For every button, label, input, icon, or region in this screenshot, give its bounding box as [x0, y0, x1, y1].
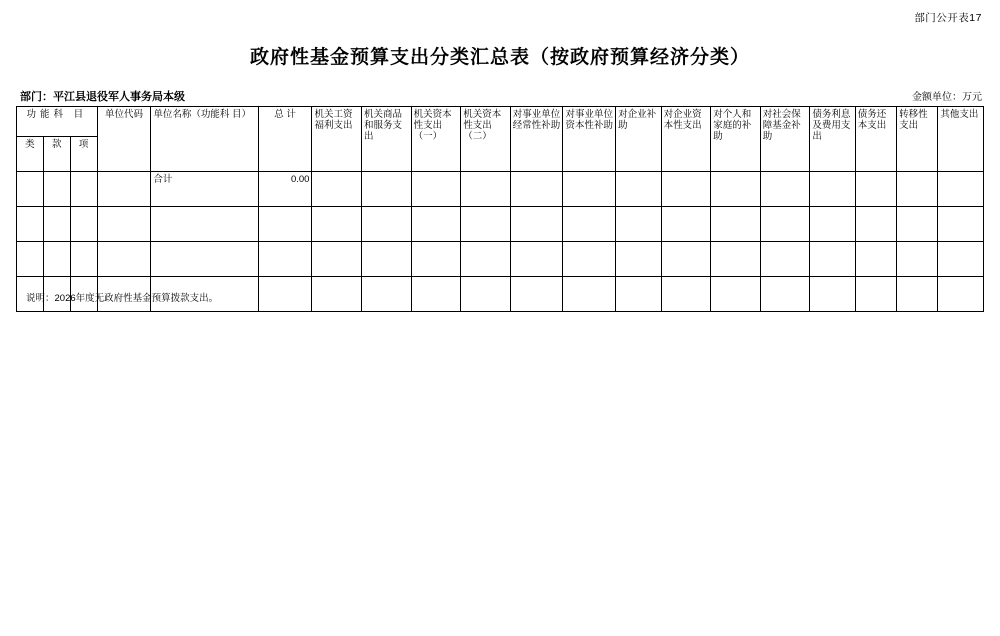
cell-col-10: [810, 242, 855, 277]
cell-col-12: [897, 172, 938, 207]
cell-col-5: [563, 172, 616, 207]
department-name: 平江县退役军人事务局本级: [53, 91, 185, 103]
cell-kuan: [43, 207, 70, 242]
cell-unit-name: 合计: [151, 172, 258, 207]
cell-unit-code: [97, 172, 151, 207]
cell-col-0: [312, 277, 362, 312]
cell-col-6: [616, 277, 661, 312]
header-lei: 类: [17, 137, 44, 172]
cell-col-10: [810, 172, 855, 207]
header-col-1: 机关商品和服务支出: [362, 107, 412, 172]
cell-col-7: [661, 242, 711, 277]
header-unit-name: 单位名称（功能科 目）: [151, 107, 258, 172]
cell-unit-name: [151, 207, 258, 242]
cell-lei: [17, 242, 44, 277]
cell-xiang: [70, 242, 97, 277]
cell-lei: [17, 207, 44, 242]
cell-kuan: [43, 242, 70, 277]
table-row: [17, 172, 984, 207]
cell-col-7: [661, 172, 711, 207]
cell-xiang: [70, 207, 97, 242]
header-col-6: 对企业补助: [616, 107, 661, 172]
cell-col-5: [563, 277, 616, 312]
cell-col-3: [461, 172, 511, 207]
page-label: 部门公开表17: [914, 12, 982, 24]
table-row: [17, 207, 984, 242]
cell-col-12: [897, 242, 938, 277]
cell-col-10: [810, 207, 855, 242]
cell-col-10: [810, 277, 855, 312]
cell-col-3: [461, 207, 511, 242]
header-xiang: 项: [70, 137, 97, 172]
cell-col-8: [711, 277, 761, 312]
cell-kuan: [43, 172, 70, 207]
cell-col-1: [362, 277, 412, 312]
cell-col-11: [855, 242, 896, 277]
cell-col-4: [510, 172, 563, 207]
cell-total: [258, 242, 312, 277]
cell-col-1: [362, 172, 412, 207]
cell-col-0: [312, 207, 362, 242]
cell-col-5: [563, 207, 616, 242]
cell-total: 0.00: [258, 172, 312, 207]
cell-col-6: [616, 207, 661, 242]
header-col-11: 债务还本支出: [855, 107, 896, 172]
header-kuan: 款: [43, 137, 70, 172]
page-title: 政府性基金预算支出分类汇总表（按政府预算经济分类）: [249, 47, 750, 68]
cell-col-6: [616, 242, 661, 277]
cell-col-12: [897, 207, 938, 242]
cell-col-9: [760, 207, 810, 242]
header-col-8: 对个人和家庭的补助: [711, 107, 761, 172]
header-col-2: 机关资本性支出（一）: [411, 107, 461, 172]
budget-table: [16, 106, 984, 312]
cell-col-2: [411, 172, 461, 207]
cell-col-8: [711, 172, 761, 207]
cell-col-9: [760, 172, 810, 207]
header-col-13: 其他支出: [938, 107, 984, 172]
header-col-4: 对事业单位经常性补助: [510, 107, 563, 172]
cell-col-8: [711, 207, 761, 242]
department-line: [20, 88, 185, 104]
cell-col-13: [938, 277, 984, 312]
cell-col-9: [760, 242, 810, 277]
header-col-0: 机关工资福利支出: [312, 107, 362, 172]
cell-col-13: [938, 207, 984, 242]
header-col-10: 债务利息及费用支出: [810, 107, 855, 172]
cell-col-1: [362, 207, 412, 242]
table-row: [17, 242, 984, 277]
cell-col-4: [510, 277, 563, 312]
header-col-3: 机关资本性支出（二）: [461, 107, 511, 172]
cell-col-13: [938, 172, 984, 207]
cell-col-8: [711, 242, 761, 277]
cell-total: [258, 207, 312, 242]
cell-col-13: [938, 242, 984, 277]
cell-col-0: [312, 242, 362, 277]
cell-unit-code: [97, 207, 151, 242]
cell-col-4: [510, 242, 563, 277]
cell-col-5: [563, 242, 616, 277]
header-col-9: 对社会保障基金补助: [760, 107, 810, 172]
cell-col-7: [661, 277, 711, 312]
cell-col-11: [855, 277, 896, 312]
cell-col-1: [362, 242, 412, 277]
header-col-12: 转移性支出: [897, 107, 938, 172]
cell-col-4: [510, 207, 563, 242]
cell-col-2: [411, 242, 461, 277]
cell-col-12: [897, 277, 938, 312]
header-col-5: 对事业单位资本性补助: [563, 107, 616, 172]
cell-col-11: [855, 172, 896, 207]
department-label: 部门：: [20, 91, 53, 103]
cell-total: [258, 277, 312, 312]
cell-col-6: [616, 172, 661, 207]
cell-xiang: [70, 172, 97, 207]
cell-col-2: [411, 277, 461, 312]
cell-col-0: [312, 172, 362, 207]
cell-col-9: [760, 277, 810, 312]
cell-col-3: [461, 242, 511, 277]
cell-lei: [17, 172, 44, 207]
header-total: 总 计: [258, 107, 312, 172]
table-header-row-1: [17, 107, 984, 137]
cell-col-3: [461, 277, 511, 312]
cell-unit-code: [97, 242, 151, 277]
cell-col-11: [855, 207, 896, 242]
header-function-subject: 功能科 目: [17, 107, 98, 137]
table-note: 说明：2026年度无政府性基金预算拨款支出。: [26, 293, 219, 304]
cell-unit-name: [151, 242, 258, 277]
cell-col-2: [411, 207, 461, 242]
header-col-7: 对企业资本性支出: [661, 107, 711, 172]
cell-col-7: [661, 207, 711, 242]
header-unit-code: 单位代码: [97, 107, 151, 172]
amount-unit-label: 金额单位：万元: [912, 92, 982, 103]
